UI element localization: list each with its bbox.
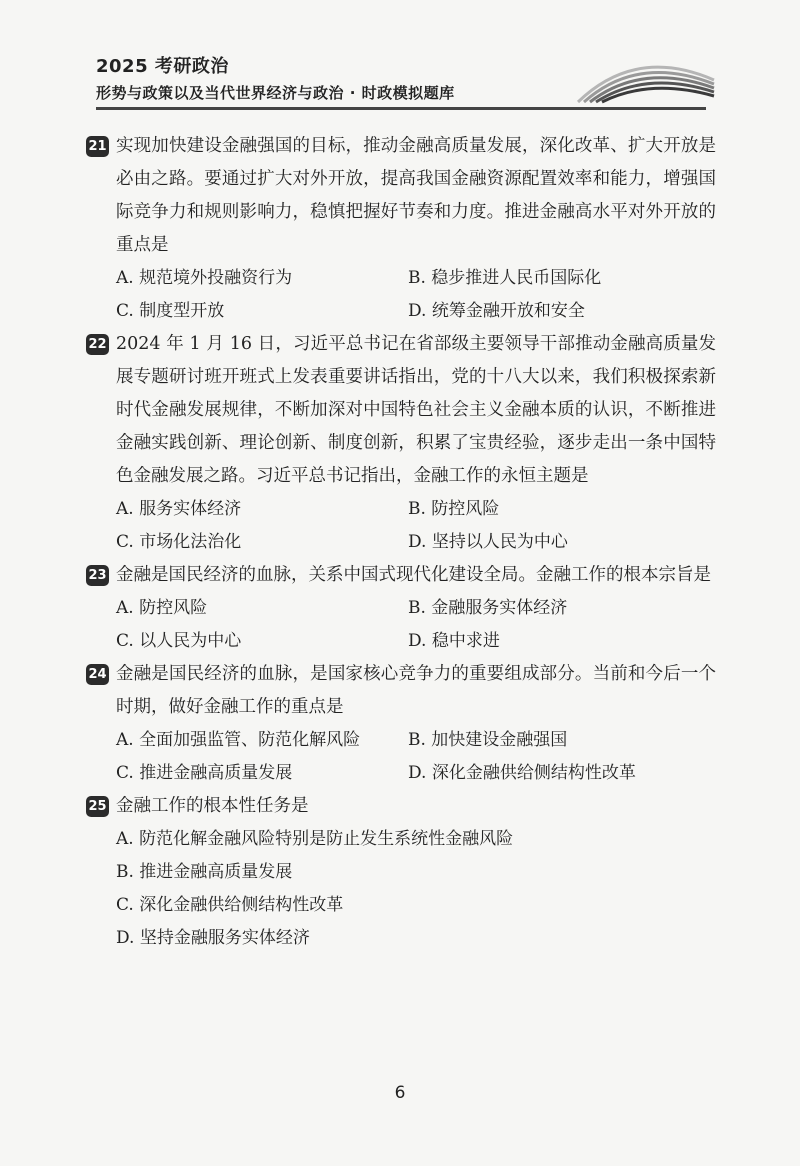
header-title: 2025 考研政治 [96,56,229,77]
options [86,823,716,955]
question-stem [86,328,716,493]
option-c[interactable]: C. 深化金融供给侧结构性改革 [116,895,344,915]
option-c[interactable]: C. 以人民为中心 [116,631,242,651]
header-arc-decoration-icon [576,54,716,104]
header-rule [96,107,706,110]
question-25 [86,790,716,955]
option-a[interactable]: A. 规范境外投融资行为 [116,268,293,288]
option-c[interactable]: C. 市场化法治化 [116,532,242,552]
question-number-badge: 25 [86,796,109,817]
options [86,262,716,328]
option-b[interactable]: B. 推进金融高质量发展 [116,862,293,882]
option-d[interactable]: D. 坚持金融服务实体经济 [116,928,310,948]
question-22 [86,328,716,559]
option-a[interactable]: A. 防控风险 [116,598,208,618]
option-d[interactable]: D. 坚持以人民为中心 [408,532,568,552]
options [86,493,716,559]
question-stem [86,658,716,724]
question-number-badge: 23 [86,565,109,586]
question-stem [86,790,716,823]
question-text: 金融是国民经济的血脉，是国家核心竞争力的重要组成部分。当前和今后一个时期，做好金融工作的重点是 [116,664,716,717]
option-b[interactable]: B. 加快建设金融强国 [408,730,568,750]
option-b[interactable]: B. 金融服务实体经济 [408,598,568,618]
question-21 [86,130,716,328]
option-a[interactable]: A. 防范化解金融风险特别是防止发生系统性金融风险 [116,829,514,849]
page-number: 6 [394,1083,406,1103]
option-d[interactable]: D. 深化金融供给侧结构性改革 [408,763,636,783]
question-list [86,130,716,955]
option-d[interactable]: D. 统筹金融开放和安全 [408,301,585,321]
page-header [96,52,716,112]
question-stem [86,130,716,262]
question-text: 实现加快建设金融强国的目标，推动金融高质量发展，深化改革、扩大开放是必由之路。要通过扩大对外开放，提高我国金融资源配置效率和能力，增强国际竞争力和规则影响力，稳慎把握好节奏和力度。推进金融高水平对外开放的重点是 [116,136,716,255]
header-subtitle: 形势与政策以及当代世界经济与政治 · 时政模拟题库 [96,84,455,102]
option-a[interactable]: A. 服务实体经济 [116,499,242,519]
options [86,592,716,658]
option-c[interactable]: C. 制度型开放 [116,301,225,321]
question-24 [86,658,716,790]
question-number-badge: 22 [86,334,109,355]
question-stem [86,559,716,592]
options [86,724,716,790]
question-text: 2024 年 1 月 16 日，习近平总书记在省部级主要领导干部推动金融高质量发展专题研讨班开班式上发表重要讲话指出，党的十八大以来，我们积极探索新时代金融发展规律，不断加深对中国特色社会主义金融本质的认识，不断推进金融实践创新、理论创新、制度创新，积累了宝贵经验，逐步走出一条中国特色金融发展之路。习近平总书记指出，金融工作的永恒主题是 [116,334,716,486]
option-b[interactable]: B. 稳步推进人民币国际化 [408,268,602,288]
question-text: 金融工作的根本性任务是 [116,796,309,816]
question-number-badge: 24 [86,664,109,685]
question-text: 金融是国民经济的血脉，关系中国式现代化建设全局。金融工作的根本宗旨是 [116,565,711,585]
question-23 [86,559,716,658]
question-number-badge: 21 [86,136,109,157]
option-c[interactable]: C. 推进金融高质量发展 [116,763,293,783]
option-b[interactable]: B. 防控风险 [408,499,500,519]
option-d[interactable]: D. 稳中求进 [408,631,500,651]
option-a[interactable]: A. 全面加强监管、防范化解风险 [116,730,361,750]
